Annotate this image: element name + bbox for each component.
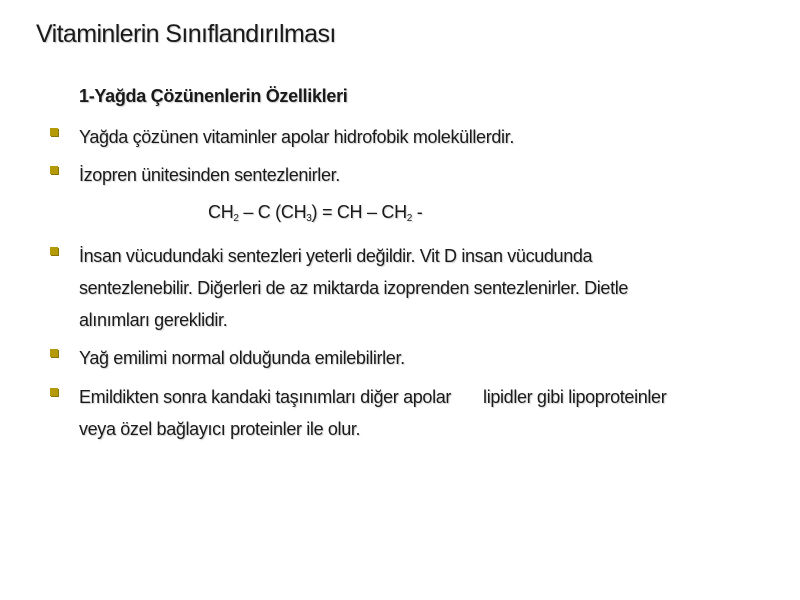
formula-subscript: 3 — [306, 213, 312, 224]
square-bullet-icon — [50, 388, 58, 396]
bullet-text-line: veya özel bağlayıcı proteinler ile olur. — [79, 419, 361, 439]
bullet-item-5 — [50, 381, 770, 445]
bullet-item-3 — [50, 240, 770, 336]
isoprene-formula — [208, 202, 422, 223]
bullet-text-line: sentezlenebilir. Diğerleri de az miktarda izoprenden sentezlenirler. Dietle — [79, 278, 629, 298]
formula-part: - — [412, 202, 423, 222]
bullet-text-segment: Emildikten sonra kandaki taşınımları diğer apolar — [79, 387, 452, 407]
formula-subscript: 2 — [406, 213, 413, 224]
slide-title: Vitaminlerin Sınıflandırılması — [36, 20, 336, 48]
bullet-text: Yağda çözünen vitaminler apolar hidrofobik moleküllerdir. — [79, 127, 514, 147]
bullet-text-line: alınımları gereklidir. — [79, 310, 228, 330]
square-bullet-icon — [50, 128, 58, 136]
bullet-text-segment: lipidler gibi lipoproteinler — [483, 387, 667, 407]
formula-part: CH — [208, 202, 234, 222]
bullet-text: Yağ emilimi normal olduğunda emilebilirler. — [79, 348, 405, 368]
formula-subscript: 2 — [233, 213, 239, 224]
bullet-text-line: İnsan vücudundaki sentezleri yeterli değildir. Vit D insan vücudunda — [79, 246, 593, 266]
square-bullet-icon — [50, 166, 58, 174]
section-subheading: 1-Yağda Çözünenlerin Özellikleri — [79, 86, 348, 106]
bullet-text-line — [79, 381, 770, 413]
formula-part: ) = CH – CH — [311, 202, 407, 222]
square-bullet-icon — [50, 247, 58, 255]
bullet-text: İzopren ünitesinden sentezlenirler. — [79, 165, 340, 185]
bullet-item-4 — [50, 342, 770, 374]
bullet-item-2 — [50, 159, 770, 191]
formula-part: – C (CH — [238, 202, 307, 222]
square-bullet-icon — [50, 349, 58, 357]
bullet-item-1 — [50, 121, 770, 153]
